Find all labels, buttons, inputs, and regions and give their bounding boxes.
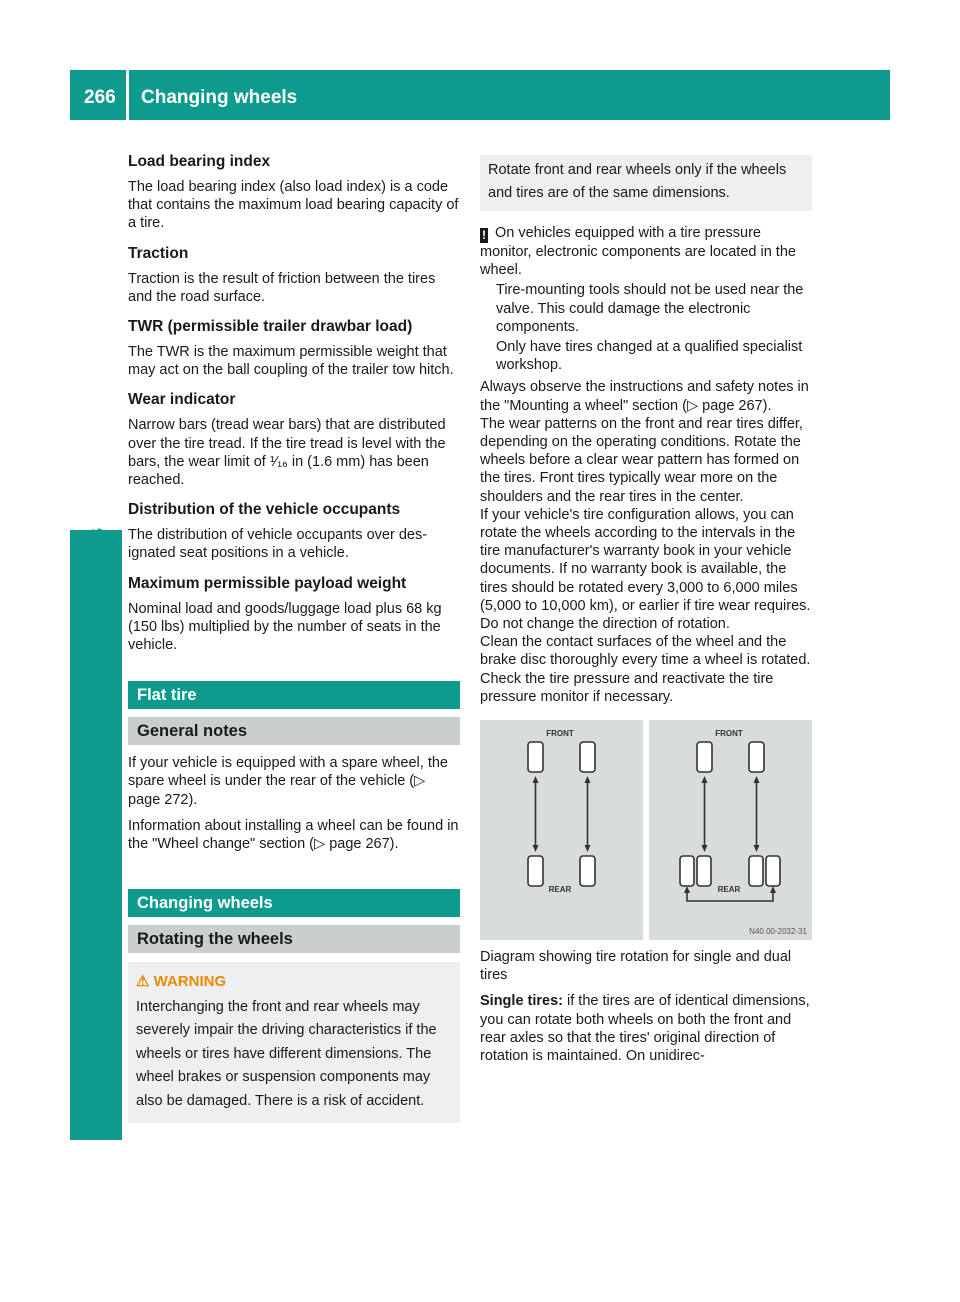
rear-label: REAR xyxy=(548,885,572,895)
term-text: The TWR is the maximum permissible weight that may act on the ball coupling of the trailer tow hitch. xyxy=(128,344,454,379)
chapter-label xyxy=(70,480,122,750)
tire-rear-left-inner xyxy=(697,856,711,886)
flat-tire-paragraph-2: Information about installing a wheel can be found in the "Wheel change" section (▷ page 267). xyxy=(128,817,459,853)
notice-block xyxy=(480,224,812,374)
chapter-label-text: Wheels and tires xyxy=(83,527,108,703)
front-label: FRONT xyxy=(546,729,574,739)
tire-front-right xyxy=(749,742,764,772)
term-title: Wear indicator xyxy=(128,391,236,409)
single-tires-paragraph xyxy=(480,992,812,1065)
paragraph-intervals: If your vehicle's tire configuration allows, you can rotate the wheels according to the intervals in the tire manufacturer's warranty book in your vehicle documents. If no warranty book is available, the tires should be rotated every 3,000 to 6,000 miles (5,000 to 10,000 km), or earlier if tire wear requires. Do not change the direction of rotation. xyxy=(480,506,811,633)
term-title: Distribution of the vehicle occupants xyxy=(128,501,401,519)
page-header xyxy=(70,70,890,120)
term-title: Load bearing index xyxy=(128,153,271,170)
term-text: Nominal load and goods/luggage load plus 68 kg (150 lbs) multiplied by the number of seats in the vehicle. xyxy=(128,600,442,654)
flat-tire-paragraph-1: If your vehicle is equipped with a spare wheel, the spare wheel is under the rear of the vehicle (▷ page 272). xyxy=(128,755,448,808)
term-twr xyxy=(128,317,460,379)
term-title: Traction xyxy=(128,244,189,262)
term-max-payload xyxy=(128,574,460,655)
notice-line-2: Tire-mounting tools should not be used near the valve. This could damage the electronic components. xyxy=(496,282,804,335)
rear-label: REAR xyxy=(717,885,741,895)
tire-front-left xyxy=(697,742,712,772)
term-text: Traction is the result of friction between the tires and the road surface. xyxy=(128,270,436,305)
single-tires-text: if the tires are of identical dimensions, you can rotate both wheels on both the front and rear axles so that the tires' original direction of rotation is maintained. On unidirec- xyxy=(480,993,810,1065)
warning-triangle-icon: ⚠ xyxy=(136,973,154,991)
tire-rear-right-outer xyxy=(766,856,780,886)
tire-rear-right-inner xyxy=(749,856,763,886)
tire-rear-left-outer xyxy=(680,856,694,886)
header-title: Changing wheels xyxy=(141,87,298,108)
warning-title: WARNING xyxy=(153,973,227,991)
subheading-rotating-wheels: Rotating the wheels xyxy=(128,925,460,953)
paragraph-mounting: Always observe the instructions and safety notes in the "Mounting a wheel" section (▷ page 267). xyxy=(480,379,809,414)
diagram-caption: Diagram showing tire rotation for single and dual tires xyxy=(480,949,792,984)
term-load-bearing-index xyxy=(128,152,460,233)
term-text: The load bearing index (also load index) is a code that contains the maximum load bearing capacity of a tire. xyxy=(128,179,459,232)
tire-front-right xyxy=(580,742,595,772)
term-traction xyxy=(128,244,460,306)
warning-text: Interchanging the front and rear wheels may severely impair the driving characteristics if the wheels or tires have different dimensions. The wheel brakes or suspension components may also be damaged. There is a risk of accident. xyxy=(136,998,437,1109)
term-occupant-distribution xyxy=(128,500,460,562)
tire-rear-left xyxy=(528,856,543,886)
paragraph-check-pressure: Check the tire pressure and reactivate the tire pressure monitor if necessary. xyxy=(480,670,774,705)
paragraph-wear-patterns: The wear patterns on the front and rear tires differ, depending on the operating conditions. Rotate the wheels before a clear wear pattern has formed on the tires. Front tires typically wear more on the shoulders and the rear tires in the center. xyxy=(480,415,803,505)
rotation-diagram xyxy=(480,720,812,940)
page-number: 266 xyxy=(84,87,116,108)
notice-exclamation-icon: ! xyxy=(482,228,486,242)
paragraph-clean-surfaces: Clean the contact surfaces of the wheel and the brake disc thoroughly every time a wheel is rotated. xyxy=(480,634,811,669)
term-text: The distribution of vehicle occupants over designated seat positions in a vehicle. xyxy=(128,527,428,562)
subheading-general-notes: General notes xyxy=(128,717,460,745)
term-text: Narrow bars (tread wear bars) that are distributed over the tire tread. If the tire tread is level with the bars, the wear limit of ¹⁄₁₆ in (1.6 mm) has been reached. xyxy=(128,417,446,489)
term-title: TWR (permissible trailer drawbar load) xyxy=(128,318,413,336)
diagram-code: N40.00-2032-31 xyxy=(749,927,807,937)
section-heading-flat-tire: Flat tire xyxy=(128,681,460,709)
front-label: FRONT xyxy=(715,729,743,739)
term-wear-indicator xyxy=(128,390,460,489)
header-divider xyxy=(126,70,129,120)
single-tires-label: Single tires: xyxy=(480,993,563,1010)
right-column xyxy=(480,155,812,1065)
note-box: Rotate front and rear wheels only if the wheels and tires are of the same dimensions. xyxy=(480,155,812,211)
notice-line-1: On vehicles equipped with a tire pressure monitor, electronic components are located in the wheel. xyxy=(480,225,796,279)
term-title: Maximum permissible payload weight xyxy=(128,574,407,592)
dual-tire-panel xyxy=(649,720,812,940)
tire-rear-right xyxy=(580,856,595,886)
warning-box xyxy=(128,962,460,1123)
warning-title-row xyxy=(136,970,452,994)
left-column xyxy=(128,152,460,1123)
section-heading-changing-wheels: Changing wheels xyxy=(128,889,460,917)
tire-front-left xyxy=(528,742,543,772)
notice-line-3: Only have tires changed at a qualified specialist workshop. xyxy=(496,339,803,374)
single-tire-panel xyxy=(480,720,643,940)
